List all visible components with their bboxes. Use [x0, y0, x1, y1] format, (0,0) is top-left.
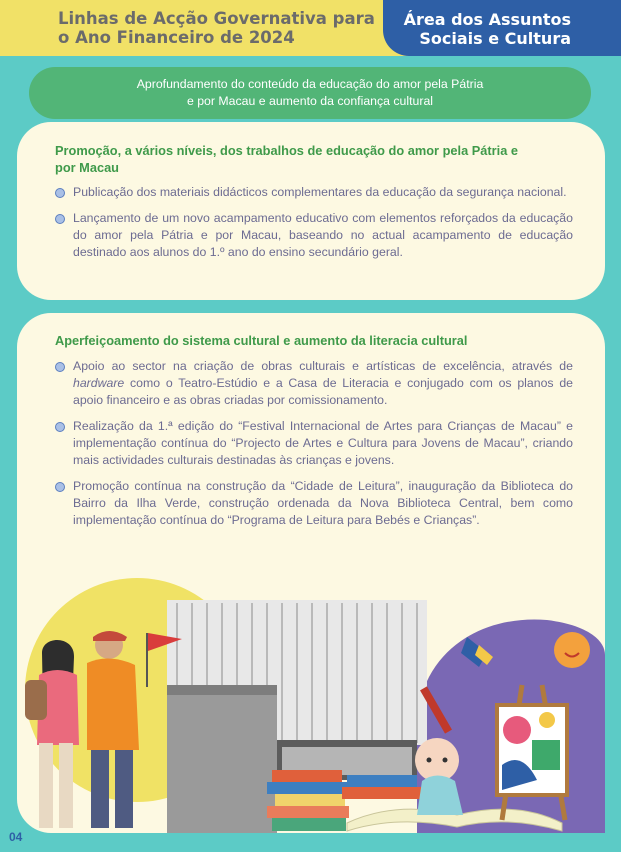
- list-item-text: Realização da 1.ª edição do “Festival Internacional de Artes para Crianças de Macau” e implementação contínua do “Projecto de Artes e Cultura para Jovens de Macau”, criando mais actividades culturais destinadas às crianças e jovens.: [73, 419, 573, 467]
- list-item: [55, 358, 573, 409]
- section-tab: [383, 0, 621, 56]
- document-title-line2: o Ano Financeiro de 2024: [58, 28, 295, 47]
- document-title: [58, 9, 375, 47]
- theme-banner-line2: e por Macau e aumento da confiança cultural: [186, 94, 434, 108]
- list-item-text: Apoio ao sector na criação de obras culturais e artísticas de excelência, através de hardware como o Teatro-Estúdio e a Casa de Literacia e conjugado com os planos de apoio financeiro e as obras criadas por comissionamento.: [73, 359, 573, 407]
- list-item: [55, 184, 573, 201]
- document-title-line1: Linhas de Acção Governativa para: [58, 9, 375, 28]
- section-card-patriotic-education: [17, 122, 605, 300]
- list-item-text: Promoção contínua na construção da “Cidade de Leitura”, inauguração da Biblioteca do Bairro da Ilha Verde, construção ordenada da Nova Biblioteca Central, bem como implementação contínua do “Programa de Leitura para Bebés e Crianças”.: [73, 479, 573, 527]
- bullet-dot-icon: [55, 362, 65, 372]
- section-title: Promoção, a vários níveis, dos trabalhos de educação do amor pela Pátria e por Macau: [55, 143, 518, 175]
- bullet-dot-icon: [55, 214, 65, 224]
- section-title: Aperfeiçoamento do sistema cultural e aumento da literacia cultural: [55, 333, 468, 348]
- bullet-dot-icon: [55, 422, 65, 432]
- bullet-dot-icon: [55, 482, 65, 492]
- list-item-text: Lançamento de um novo acampamento educativo com elementos reforçados da educação do amor pela Pátria e por Macau, baseando no actual acampamento de educação destinado aos alunos do 1.º ano do ensino secundário geral.: [73, 211, 573, 259]
- theme-banner: [29, 67, 591, 119]
- theme-banner-line1: Aprofundamento do conteúdo da educação do amor pela Pátria: [136, 77, 484, 91]
- list-item: [55, 210, 573, 261]
- section-tab-line1: Área dos Assuntos: [403, 10, 571, 29]
- list-item-text: Publicação dos materiais didácticos complementares da educação da segurança nacional.: [73, 185, 567, 199]
- section-tab-line2: Sociais e Cultura: [419, 29, 571, 48]
- culture-illustration: [17, 565, 605, 835]
- bullet-dot-icon: [55, 188, 65, 198]
- list-item: [55, 418, 573, 469]
- header-bar: [0, 0, 621, 56]
- list-item: [55, 478, 573, 529]
- page-number: 04: [9, 830, 23, 844]
